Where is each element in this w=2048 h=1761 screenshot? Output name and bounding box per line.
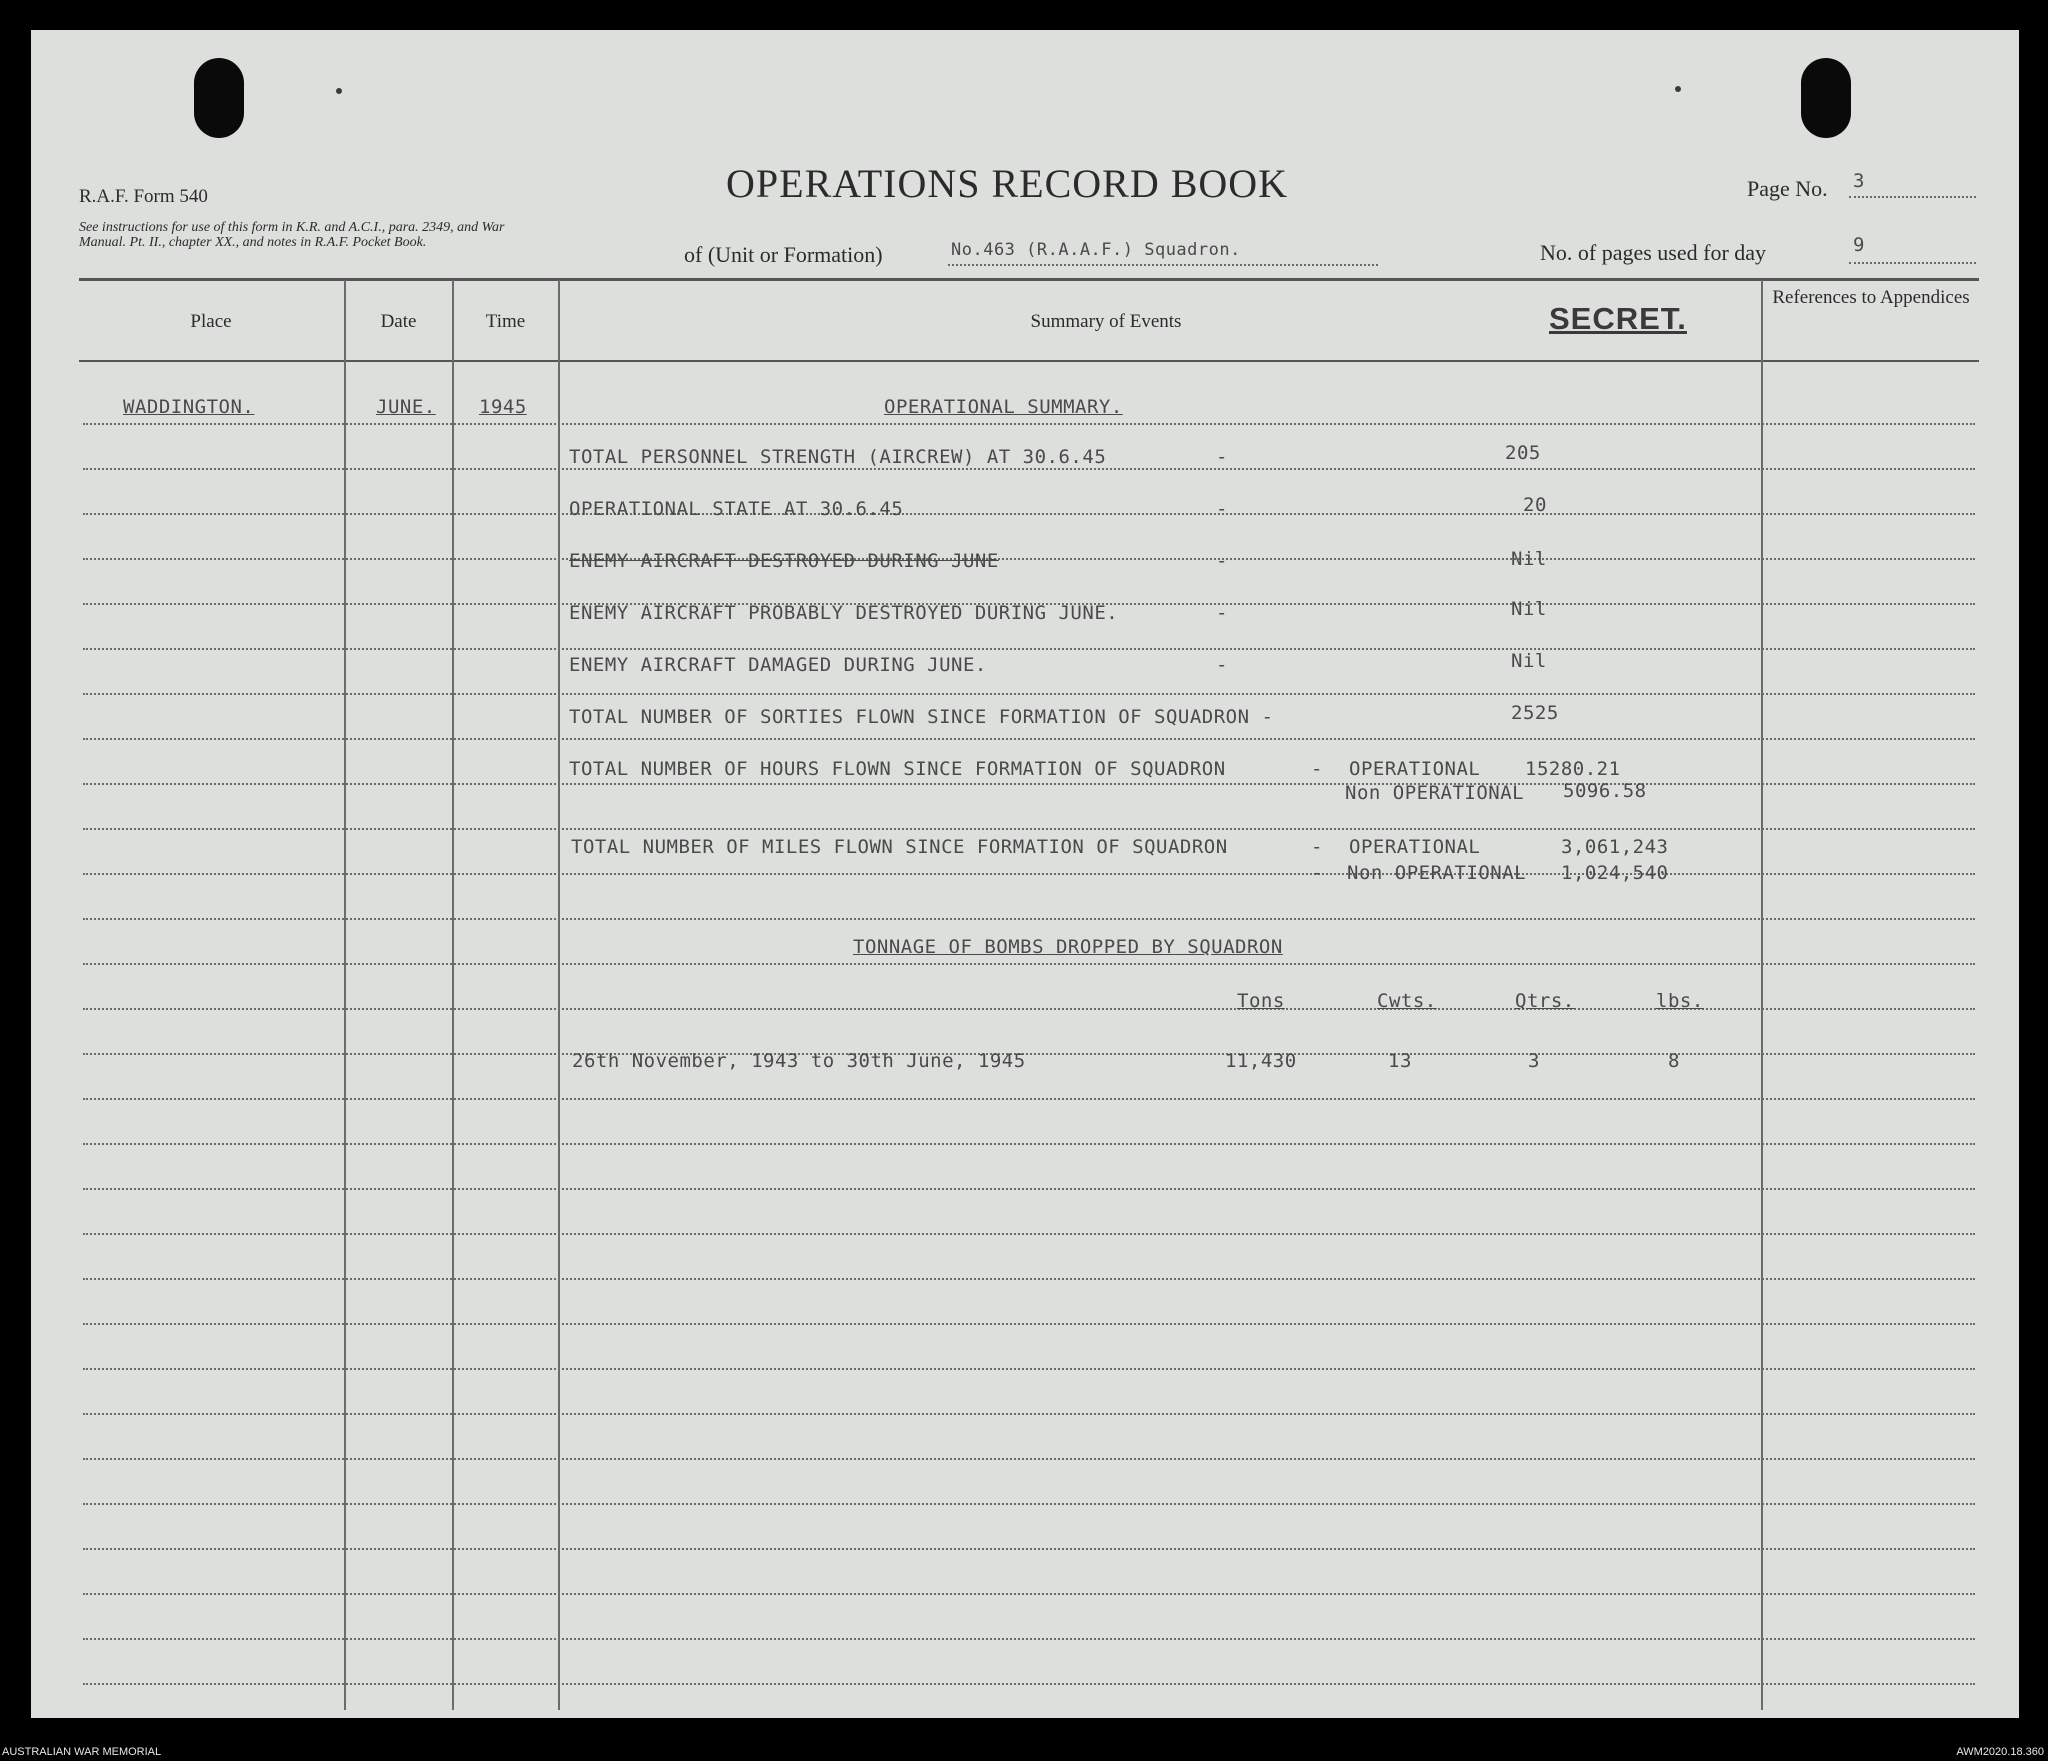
hours-label: TOTAL NUMBER OF HOURS FLOWN SINCE FORMATION OF SQUADRON: [569, 758, 1226, 780]
ruled-line: [83, 1188, 1975, 1190]
form-instructions: See instructions for use of this form in K.R. and A.C.I., para. 2349, and War Manual. Pt. II., chapter XX., and notes in R.A.F. Pocket Book.: [79, 220, 505, 250]
entry-date: JUNE.: [376, 396, 436, 418]
ruled-line: [83, 1593, 1975, 1595]
bombs-value-qtrs: 3: [1528, 1050, 1540, 1072]
summary-heading: OPERATIONAL SUMMARY.: [884, 396, 1123, 418]
ruled-line: [83, 1458, 1975, 1460]
column-divider: [1761, 280, 1763, 1710]
bombs-value-tons: 11,430: [1225, 1050, 1297, 1072]
page-no-label: Page No.: [1747, 176, 1828, 201]
ruled-line: [83, 1413, 1975, 1415]
column-divider: [558, 280, 560, 1710]
ruled-line: [83, 828, 1975, 830]
summary-row-value: 205: [1505, 442, 1541, 464]
speck: [336, 88, 342, 94]
ruled-line: [83, 468, 1975, 470]
pages-used-value: 9: [1853, 234, 1865, 256]
hours-dash: -: [1311, 758, 1323, 780]
summary-row-dash: -: [1216, 550, 1228, 572]
hours-nonoperational-label: Non OPERATIONAL: [1345, 782, 1525, 804]
miles-nonoperational-label: Non OPERATIONAL: [1347, 862, 1527, 884]
col-header-time: Time: [485, 311, 526, 332]
bombs-header-qtrs: Qtrs.: [1515, 990, 1575, 1012]
hours-operational-label: OPERATIONAL: [1349, 758, 1481, 780]
page-title: OPERATIONS RECORD BOOK: [726, 161, 1289, 206]
ruled-line: [83, 1323, 1975, 1325]
summary-row-label: TOTAL NUMBER OF SORTIES FLOWN SINCE FORMATION OF SQUADRON -: [569, 706, 1274, 728]
punch-hole-right: [1801, 58, 1851, 138]
summary-row-dash: -: [1216, 446, 1228, 468]
summary-row-dash: -: [1216, 654, 1228, 676]
miles-dash: -: [1311, 836, 1323, 858]
hours-operational-value: 15280.21: [1525, 758, 1621, 780]
hours-nonoperational-value: 5096.58: [1563, 780, 1647, 802]
summary-row-value: Nil: [1511, 650, 1547, 672]
col-header-summary: Summary of Events: [1030, 311, 1182, 332]
unit-label: of (Unit or Formation): [684, 242, 883, 267]
pages-used-label: No. of pages used for day: [1540, 240, 1767, 265]
miles-label: TOTAL NUMBER OF MILES FLOWN SINCE FORMATION OF SQUADRON: [571, 836, 1228, 858]
bombs-header-tons: Tons: [1237, 990, 1285, 1012]
ruled-line: [83, 648, 1975, 650]
col-header-place: Place: [190, 311, 232, 332]
page-no-underline: [1849, 196, 1976, 198]
summary-row-label: ENEMY AIRCRAFT PROBABLY DESTROYED DURING JUNE.: [569, 602, 1119, 624]
ruled-line: [83, 1638, 1975, 1640]
summary-row-label: OPERATIONAL STATE AT 30.6.45: [569, 498, 904, 520]
ruled-line: [83, 558, 1975, 560]
ruled-line: [83, 1503, 1975, 1505]
ruled-line: [83, 1098, 1975, 1100]
miles-operational-value: 3,061,243: [1561, 836, 1669, 858]
ruled-line: [83, 1053, 1975, 1055]
ruled-line: [83, 1143, 1975, 1145]
ruled-line: [83, 1683, 1975, 1685]
entry-place: WADDINGTON.: [123, 396, 255, 418]
summary-row-value: Nil: [1511, 598, 1547, 620]
pages-used-underline: [1849, 262, 1976, 264]
bombs-value-cwts: 13: [1388, 1050, 1412, 1072]
col-header-references: References to Appendices: [1772, 287, 1970, 308]
ruled-line: [83, 873, 1975, 875]
miles-operational-label: OPERATIONAL: [1349, 836, 1481, 858]
ruled-line: [83, 513, 1975, 515]
ruled-line: [83, 1233, 1975, 1235]
footer-archive-ref: AWM2020.18.360: [1956, 1746, 2044, 1758]
column-divider: [452, 280, 454, 1710]
ruled-line: [83, 963, 1975, 965]
bombs-header-cwts: Cwts.: [1377, 990, 1437, 1012]
bombs-heading: TONNAGE OF BOMBS DROPPED BY SQUADRON: [853, 936, 1283, 958]
classification-stamp: SECRET.: [1549, 301, 1687, 336]
summary-row-value: Nil: [1511, 548, 1547, 570]
speck: [1675, 86, 1681, 92]
column-divider: [344, 280, 346, 1710]
punch-hole-left: [194, 58, 244, 138]
form-number: R.A.F. Form 540: [79, 186, 208, 207]
page-no-value: 3: [1853, 170, 1865, 192]
ruled-line: [83, 1368, 1975, 1370]
summary-row-label: ENEMY AIRCRAFT DAMAGED DURING JUNE.: [569, 654, 987, 676]
col-header-date: Date: [380, 311, 417, 332]
table-top-rule: [79, 278, 1979, 281]
header-bottom-rule: [79, 360, 1979, 362]
summary-row-value: 2525: [1511, 702, 1559, 724]
bombs-period: 26th November, 1943 to 30th June, 1945: [572, 1050, 1026, 1072]
miles-nonoperational-value: 1,024,540: [1561, 862, 1669, 884]
ruled-line: [83, 1278, 1975, 1280]
unit-value: No.463 (R.A.A.F.) Squadron.: [951, 240, 1241, 260]
ruled-line: [83, 693, 1975, 695]
summary-row-label: ENEMY AIRCRAFT DESTROYED DURING JUNE: [569, 550, 999, 572]
summary-row-value: 20: [1523, 494, 1547, 516]
miles-dash: -: [1311, 862, 1323, 884]
ruled-line: [83, 738, 1975, 740]
ruled-line: [83, 423, 1975, 425]
entry-time: 1945: [479, 396, 527, 418]
footer-archive-name: AUSTRALIAN WAR MEMORIAL: [2, 1746, 162, 1758]
ruled-line: [83, 783, 1975, 785]
ruled-line: [83, 918, 1975, 920]
unit-underline: [948, 264, 1378, 266]
summary-row-label: TOTAL PERSONNEL STRENGTH (AIRCREW) AT 30.6.45: [569, 446, 1107, 468]
bombs-header-lbs: lbs.: [1656, 990, 1704, 1012]
summary-row-dash: -: [1216, 602, 1228, 624]
summary-row-dash: -: [1216, 498, 1228, 520]
ruled-line: [83, 1548, 1975, 1550]
bombs-value-lbs: 8: [1668, 1050, 1680, 1072]
form-sheet: [31, 30, 2019, 1718]
